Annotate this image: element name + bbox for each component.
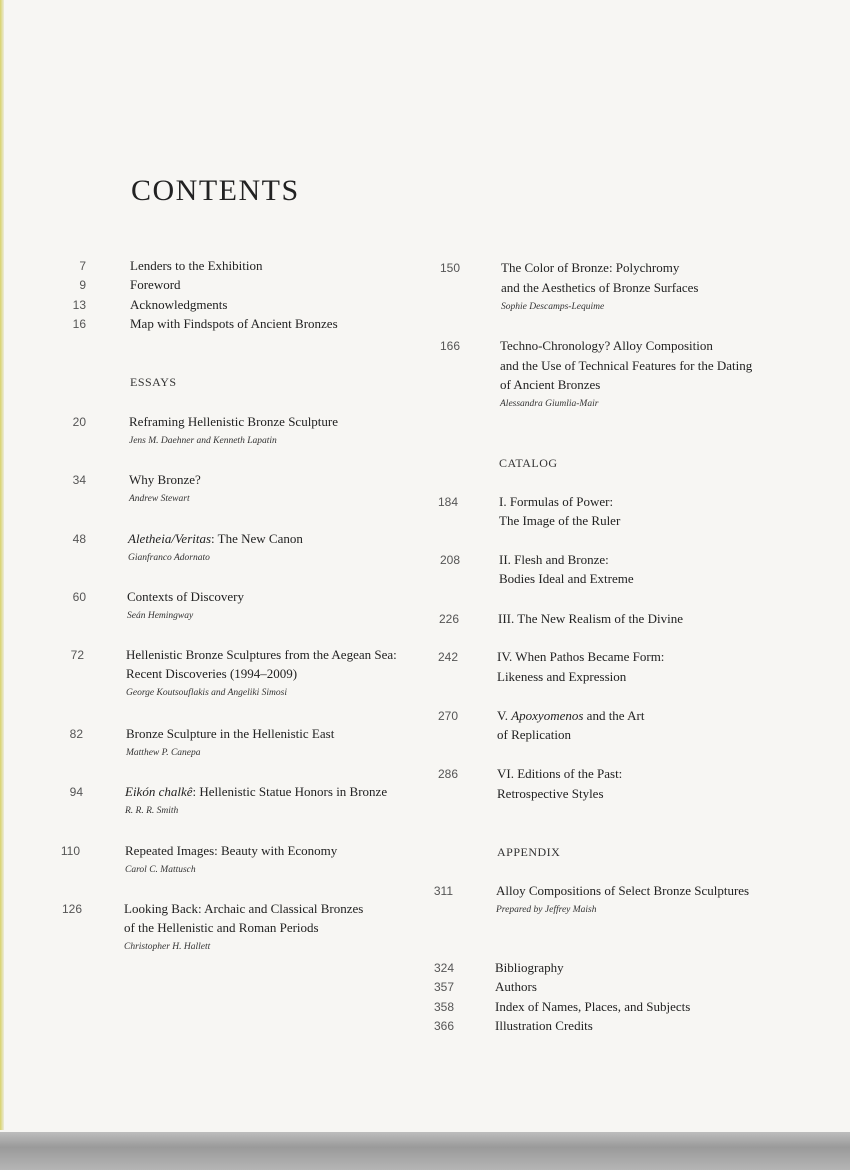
toc-entry-title[interactable]: II. Flesh and Bronze: <box>499 552 609 567</box>
toc-entry-title[interactable]: Reframing Hellenistic Bronze Sculpture <box>129 414 339 429</box>
page-number: 358 <box>433 1000 454 1014</box>
toc-entry-title[interactable]: Authors <box>495 979 537 994</box>
toc-entry-title[interactable]: VI. Editions of the Past: <box>497 766 623 781</box>
toc-entry-title-line2[interactable]: Retrospective Styles <box>497 786 604 801</box>
page-number: 110 <box>60 844 80 858</box>
section-heading-appendix: APPENDIX <box>497 845 561 859</box>
toc-entry-author: Jens M. Daehner and Kenneth Lapatin <box>129 436 277 446</box>
page-number: 60 <box>72 590 86 604</box>
toc-entry-title-line2[interactable]: The Image of the Ruler <box>499 513 621 528</box>
toc-entry-title[interactable]: Contexts of Discovery <box>127 589 244 604</box>
toc-entry-title[interactable] <box>125 782 387 802</box>
toc-entry-title[interactable] <box>128 529 303 549</box>
page-number: 7 <box>79 259 86 273</box>
page-number: 150 <box>439 261 460 275</box>
toc-entry-author: R. R. R. Smith <box>125 806 179 816</box>
page-number: 16 <box>72 317 86 331</box>
toc-entry-title-line2[interactable]: Recent Discoveries (1994–2009) <box>126 666 298 681</box>
page-number: 126 <box>61 902 82 916</box>
toc-entry-title[interactable]: Techno-Chronology? Alloy Composition <box>500 338 713 353</box>
section-heading-catalog: CATALOG <box>499 456 558 470</box>
page-number: 9 <box>79 278 86 292</box>
title-italic-part: Apoxyomenos <box>511 708 584 723</box>
page-number: 166 <box>439 339 460 353</box>
page-number: 286 <box>437 767 458 781</box>
page-number: 184 <box>437 495 458 509</box>
page-number: 226 <box>438 612 459 626</box>
title-italic-part: Eikón chalkê <box>125 784 193 799</box>
page-number: 270 <box>437 709 458 723</box>
toc-entry-title[interactable]: Acknowledgments <box>130 297 228 312</box>
toc-entry-title[interactable]: Illustration Credits <box>495 1018 593 1033</box>
toc-entry-title[interactable]: Bronze Sculpture in the Hellenistic East <box>126 726 335 741</box>
title-prefix: V. <box>497 708 512 723</box>
title-rest: : The New Canon <box>211 531 303 546</box>
toc-entry-title[interactable]: Why Bronze? <box>129 472 201 487</box>
toc-entry-title[interactable]: Hellenistic Bronze Sculptures from the Aegean Sea: <box>126 647 397 662</box>
title-italic-part: Aletheia/Veritas <box>128 531 212 546</box>
toc-entry-title[interactable]: Map with Findspots of Ancient Bronzes <box>130 316 338 331</box>
toc-entry-author: Prepared by Jeffrey Maish <box>496 905 597 915</box>
toc-entry-title-line2[interactable]: of Replication <box>497 727 572 742</box>
toc-entry-author: Andrew Stewart <box>129 494 190 504</box>
toc-entry-title-line2[interactable]: Bodies Ideal and Extreme <box>499 571 634 586</box>
page-number: 242 <box>437 650 458 664</box>
toc-entry-title[interactable]: The Color of Bronze: Polychromy <box>501 260 680 275</box>
toc-entry-author: Carol C. Mattusch <box>125 865 196 875</box>
toc-entry-title-line2[interactable]: Likeness and Expression <box>497 669 627 684</box>
toc-entry-author: Sophie Descamps-Lequime <box>501 302 605 312</box>
toc-entry-title[interactable]: Alloy Compositions of Select Bronze Sculptures <box>496 883 750 898</box>
toc-entry-title-line2[interactable]: of the Hellenistic and Roman Periods <box>124 920 319 935</box>
page-number: 357 <box>433 980 454 994</box>
page-number: 34 <box>72 473 86 487</box>
toc-entry-title-line2[interactable]: and the Aesthetics of Bronze Surfaces <box>501 280 699 295</box>
page-number: 208 <box>439 553 460 567</box>
toc-entry-author: Matthew P. Canepa <box>126 748 201 758</box>
page-number: 366 <box>433 1019 454 1033</box>
toc-entry-title-line2[interactable]: and the Use of Technical Features for the Dating <box>500 358 753 373</box>
title-rest: : Hellenistic Statue Honors in Bronze <box>192 784 388 799</box>
toc-entry-title[interactable] <box>497 706 644 726</box>
toc-entry-title-line3[interactable]: of Ancient Bronzes <box>500 377 601 392</box>
toc-entry-title[interactable]: Looking Back: Archaic and Classical Bronzes <box>124 901 364 916</box>
toc-entry-author: Seán Hemingway <box>127 611 194 621</box>
section-heading-essays: ESSAYS <box>130 375 177 389</box>
page-number: 324 <box>433 961 454 975</box>
toc-entry-title[interactable]: Foreword <box>130 277 181 292</box>
page-number: 94 <box>69 785 83 799</box>
title-rest: and the Art <box>583 708 645 723</box>
page-title: CONTENTS <box>131 174 300 207</box>
toc-entry-title[interactable]: IV. When Pathos Became Form: <box>497 649 665 664</box>
page-number: 82 <box>69 727 83 741</box>
toc-entry-author: Christopher H. Hallett <box>124 942 211 952</box>
toc-entry-author: Gianfranco Adornato <box>128 553 210 563</box>
page-bottom-edge <box>0 1132 850 1170</box>
toc-entry-author: Alessandra Giumlia-Mair <box>500 399 599 409</box>
toc-entry-title[interactable]: Lenders to the Exhibition <box>130 258 263 273</box>
page-number: 48 <box>72 532 86 546</box>
toc-entry-title[interactable]: Index of Names, Places, and Subjects <box>495 999 691 1014</box>
page-number: 72 <box>70 648 84 662</box>
toc-entry-title[interactable]: I. Formulas of Power: <box>499 494 614 509</box>
toc-entry-title[interactable]: Repeated Images: Beauty with Economy <box>125 843 338 858</box>
page-number: 311 <box>433 884 453 898</box>
toc-entry-title[interactable]: Bibliography <box>495 960 564 975</box>
toc-entry-author: George Koutsouflakis and Angeliki Simosi <box>126 688 287 698</box>
page-edge <box>0 0 4 1130</box>
page-number: 13 <box>72 298 86 312</box>
page-number: 20 <box>72 415 86 429</box>
toc-entry-title[interactable]: III. The New Realism of the Divine <box>498 611 683 626</box>
